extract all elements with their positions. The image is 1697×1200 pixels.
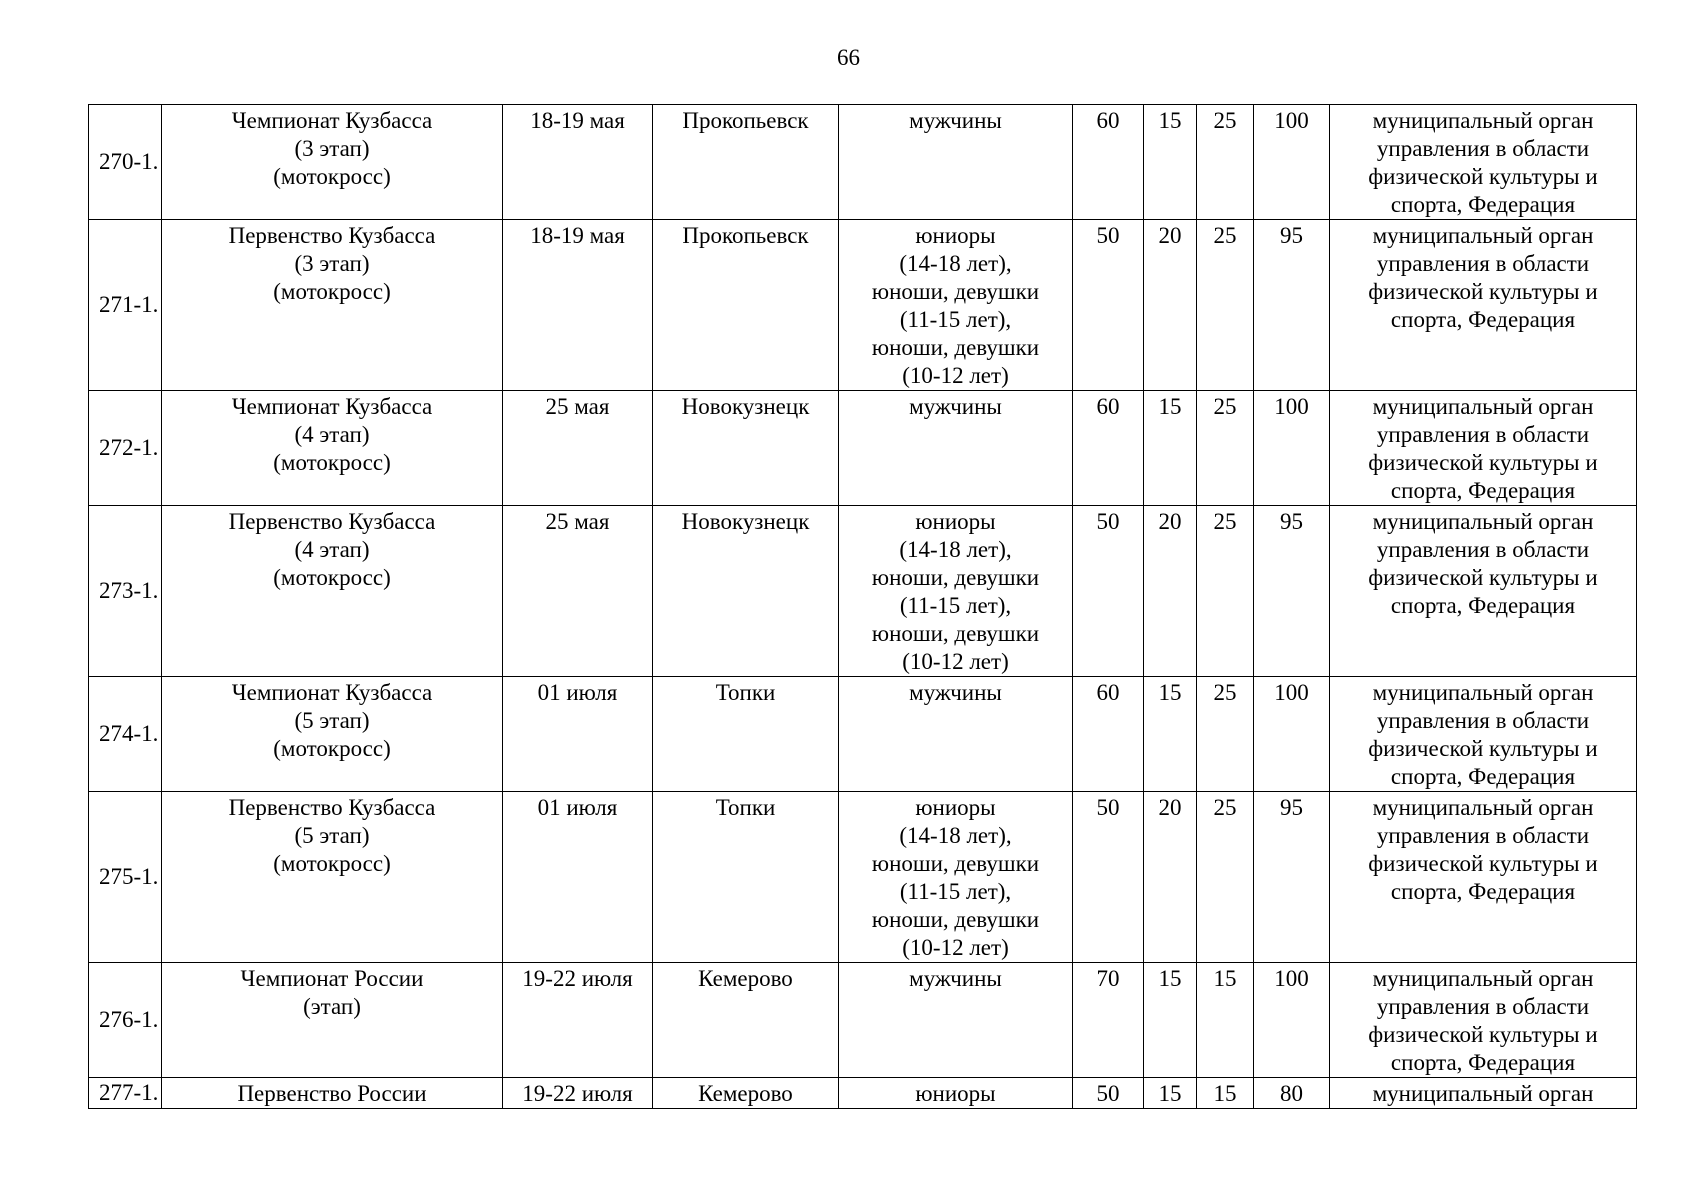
count-3-cell: 25 [1197, 105, 1254, 220]
event-name-cell-line: Чемпионат Кузбасса [231, 680, 433, 705]
participants-cell-line: (10-12 лет) [902, 363, 1009, 388]
organizer-cell-line: спорта, Федерация [1390, 764, 1576, 789]
count-total-cell: 95 [1254, 220, 1330, 391]
table-row [89, 105, 1637, 220]
count-total-cell: 80 [1254, 1078, 1330, 1109]
count-3-cell: 25 [1197, 792, 1254, 963]
count-total-cell: 100 [1254, 105, 1330, 220]
page-number: 66 [837, 45, 860, 70]
participants-cell-line: юноши, девушки [871, 279, 1040, 304]
event-place-cell: Топки [653, 792, 839, 963]
organizer-cell [1330, 506, 1637, 677]
event-place-cell: Прокопьевск [653, 220, 839, 391]
event-dates-cell: 18-19 мая [503, 105, 653, 220]
event-dates-cell: 19-22 июля [503, 1078, 653, 1109]
participants-cell-line: юноши, девушки [871, 907, 1040, 932]
event-name-cell-line: (мотокросс) [273, 164, 391, 189]
event-place-cell: Прокопьевск [653, 105, 839, 220]
organizer-cell-line: управления в области [1376, 994, 1590, 1019]
participants-cell [839, 1078, 1073, 1109]
participants-cell-line: юноши, девушки [871, 851, 1040, 876]
participants-cell [839, 963, 1073, 1078]
organizer-cell-line: спорта, Федерация [1390, 593, 1576, 618]
organizer-cell-line: муниципальный орган [1372, 966, 1594, 991]
participants-cell-line: юноши, девушки [871, 565, 1040, 590]
event-name-cell [162, 105, 503, 220]
participants-cell [839, 792, 1073, 963]
organizer-cell [1330, 677, 1637, 792]
organizer-cell-line: муниципальный орган [1372, 223, 1594, 248]
count-3-cell: 25 [1197, 506, 1254, 677]
event-name-cell [162, 677, 503, 792]
count-2-cell: 20 [1144, 506, 1197, 677]
event-name-cell-line: (3 этап) [294, 251, 370, 276]
organizer-cell-line: муниципальный орган [1372, 1081, 1594, 1106]
count-1-cell: 50 [1073, 1078, 1144, 1109]
count-total-cell: 100 [1254, 391, 1330, 506]
event-dates-cell: 19-22 июля [503, 963, 653, 1078]
count-2-cell: 20 [1144, 220, 1197, 391]
organizer-cell-line: муниципальный орган [1372, 680, 1594, 705]
participants-cell-line: (11-15 лет), [899, 879, 1012, 904]
count-total-cell: 100 [1254, 963, 1330, 1078]
row-number-cell: 276-1. [89, 963, 162, 1078]
count-1-cell: 60 [1073, 677, 1144, 792]
organizer-cell-line: муниципальный орган [1372, 108, 1594, 133]
event-name-cell [162, 963, 503, 1078]
organizer-cell-line: физической культуры и [1368, 851, 1598, 876]
event-place-cell: Кемерово [653, 1078, 839, 1109]
event-place-cell: Новокузнецк [653, 391, 839, 506]
count-total-cell: 95 [1254, 506, 1330, 677]
participants-cell-line: мужчины [909, 108, 1002, 133]
participants-cell [839, 391, 1073, 506]
count-2-cell: 15 [1144, 1078, 1197, 1109]
events-table [88, 104, 1637, 1109]
participants-cell [839, 220, 1073, 391]
count-3-cell: 15 [1197, 963, 1254, 1078]
organizer-cell-line: спорта, Федерация [1390, 307, 1576, 332]
organizer-cell-line: физической культуры и [1368, 450, 1598, 475]
count-2-cell: 15 [1144, 963, 1197, 1078]
count-1-cell: 60 [1073, 391, 1144, 506]
participants-cell-line: (10-12 лет) [902, 649, 1009, 674]
participants-cell-line: мужчины [909, 966, 1002, 991]
event-name-cell-line: (5 этап) [294, 708, 370, 733]
event-name-cell [162, 506, 503, 677]
count-1-cell: 50 [1073, 220, 1144, 391]
event-name-cell-line: (5 этап) [294, 823, 370, 848]
event-dates-cell: 01 июля [503, 792, 653, 963]
participants-cell-line: (14-18 лет), [899, 823, 1012, 848]
row-number-cell: 274-1. [89, 677, 162, 792]
organizer-cell-line: физической культуры и [1368, 164, 1598, 189]
organizer-cell-line: управления в области [1376, 823, 1590, 848]
organizer-cell [1330, 963, 1637, 1078]
row-number-cell: 270-1. [89, 105, 162, 220]
event-place-cell: Кемерово [653, 963, 839, 1078]
organizer-cell-line: управления в области [1376, 136, 1590, 161]
table-row [89, 220, 1637, 391]
organizer-cell [1330, 1078, 1637, 1109]
event-name-cell-line: Первенство Кузбасса [228, 223, 436, 248]
table-row [89, 506, 1637, 677]
count-total-cell: 100 [1254, 677, 1330, 792]
event-dates-cell: 25 мая [503, 391, 653, 506]
participants-cell-line: юниоры [915, 509, 996, 534]
participants-cell-line: (14-18 лет), [899, 251, 1012, 276]
participants-cell-line: (11-15 лет), [899, 593, 1012, 618]
event-name-cell-line: (мотокросс) [273, 736, 391, 761]
event-dates-cell: 18-19 мая [503, 220, 653, 391]
events-table-body [89, 105, 1637, 1109]
organizer-cell-line: физической культуры и [1368, 1022, 1598, 1047]
participants-cell-line: юниоры [915, 795, 996, 820]
count-2-cell: 20 [1144, 792, 1197, 963]
event-name-cell-line: (4 этап) [294, 537, 370, 562]
organizer-cell-line: управления в области [1376, 251, 1590, 276]
event-name-cell-line: Первенство Кузбасса [228, 795, 436, 820]
table-row [89, 792, 1637, 963]
organizer-cell-line: спорта, Федерация [1390, 478, 1576, 503]
count-1-cell: 60 [1073, 105, 1144, 220]
table-row [89, 963, 1637, 1078]
participants-cell-line: мужчины [909, 680, 1002, 705]
event-name-cell-line: (этап) [303, 994, 361, 1019]
organizer-cell [1330, 792, 1637, 963]
event-name-cell-line: Чемпионат Кузбасса [231, 394, 433, 419]
row-number-cell: 271-1. [89, 220, 162, 391]
event-name-cell-line: (мотокросс) [273, 565, 391, 590]
organizer-cell-line: спорта, Федерация [1390, 879, 1576, 904]
event-place-cell: Новокузнецк [653, 506, 839, 677]
event-name-cell-line: (3 этап) [294, 136, 370, 161]
participants-cell [839, 105, 1073, 220]
count-2-cell: 15 [1144, 677, 1197, 792]
participants-cell-line: (10-12 лет) [902, 935, 1009, 960]
organizer-cell-line: физической культуры и [1368, 736, 1598, 761]
participants-cell-line: мужчины [909, 394, 1002, 419]
count-3-cell: 25 [1197, 220, 1254, 391]
organizer-cell [1330, 220, 1637, 391]
organizer-cell [1330, 105, 1637, 220]
organizer-cell-line: муниципальный орган [1372, 509, 1594, 534]
event-dates-cell: 01 июля [503, 677, 653, 792]
participants-cell-line: юноши, девушки [871, 335, 1040, 360]
count-3-cell: 25 [1197, 391, 1254, 506]
count-2-cell: 15 [1144, 391, 1197, 506]
organizer-cell-line: спорта, Федерация [1390, 192, 1576, 217]
participants-cell-line: (14-18 лет), [899, 537, 1012, 562]
count-1-cell: 70 [1073, 963, 1144, 1078]
organizer-cell-line: управления в области [1376, 708, 1590, 733]
event-name-cell [162, 1078, 503, 1109]
organizer-cell-line: муниципальный орган [1372, 795, 1594, 820]
participants-cell-line: юноши, девушки [871, 621, 1040, 646]
event-place-cell: Топки [653, 677, 839, 792]
organizer-cell-line: физической культуры и [1368, 565, 1598, 590]
count-3-cell: 25 [1197, 677, 1254, 792]
organizer-cell-line: спорта, Федерация [1390, 1050, 1576, 1075]
count-2-cell: 15 [1144, 105, 1197, 220]
event-name-cell [162, 792, 503, 963]
table-row [89, 1078, 1637, 1109]
table-row [89, 391, 1637, 506]
participants-cell-line: юниоры [915, 223, 996, 248]
row-number-cell: 272-1. [89, 391, 162, 506]
count-3-cell: 15 [1197, 1078, 1254, 1109]
participants-cell-line: юниоры [915, 1081, 996, 1106]
event-name-cell-line: (4 этап) [294, 422, 370, 447]
event-name-cell [162, 220, 503, 391]
organizer-cell-line: муниципальный орган [1372, 394, 1594, 419]
table-row [89, 677, 1637, 792]
organizer-cell-line: управления в области [1376, 422, 1590, 447]
event-name-cell-line: Чемпионат России [240, 966, 424, 991]
organizer-cell-line: управления в области [1376, 537, 1590, 562]
participants-cell [839, 506, 1073, 677]
count-total-cell: 95 [1254, 792, 1330, 963]
row-number-cell: 277-1. [89, 1078, 162, 1109]
row-number-cell: 273-1. [89, 506, 162, 677]
event-dates-cell: 25 мая [503, 506, 653, 677]
event-name-cell-line: Первенство Кузбасса [228, 509, 436, 534]
count-1-cell: 50 [1073, 792, 1144, 963]
row-number-cell: 275-1. [89, 792, 162, 963]
participants-cell-line: (11-15 лет), [899, 307, 1012, 332]
event-name-cell-line: (мотокросс) [273, 851, 391, 876]
count-1-cell: 50 [1073, 506, 1144, 677]
event-name-cell-line: Первенство России [237, 1081, 427, 1106]
event-name-cell-line: (мотокросс) [273, 450, 391, 475]
organizer-cell-line: физической культуры и [1368, 279, 1598, 304]
participants-cell [839, 677, 1073, 792]
event-name-cell-line: (мотокросс) [273, 279, 391, 304]
event-name-cell [162, 391, 503, 506]
organizer-cell [1330, 391, 1637, 506]
event-name-cell-line: Чемпионат Кузбасса [231, 108, 433, 133]
